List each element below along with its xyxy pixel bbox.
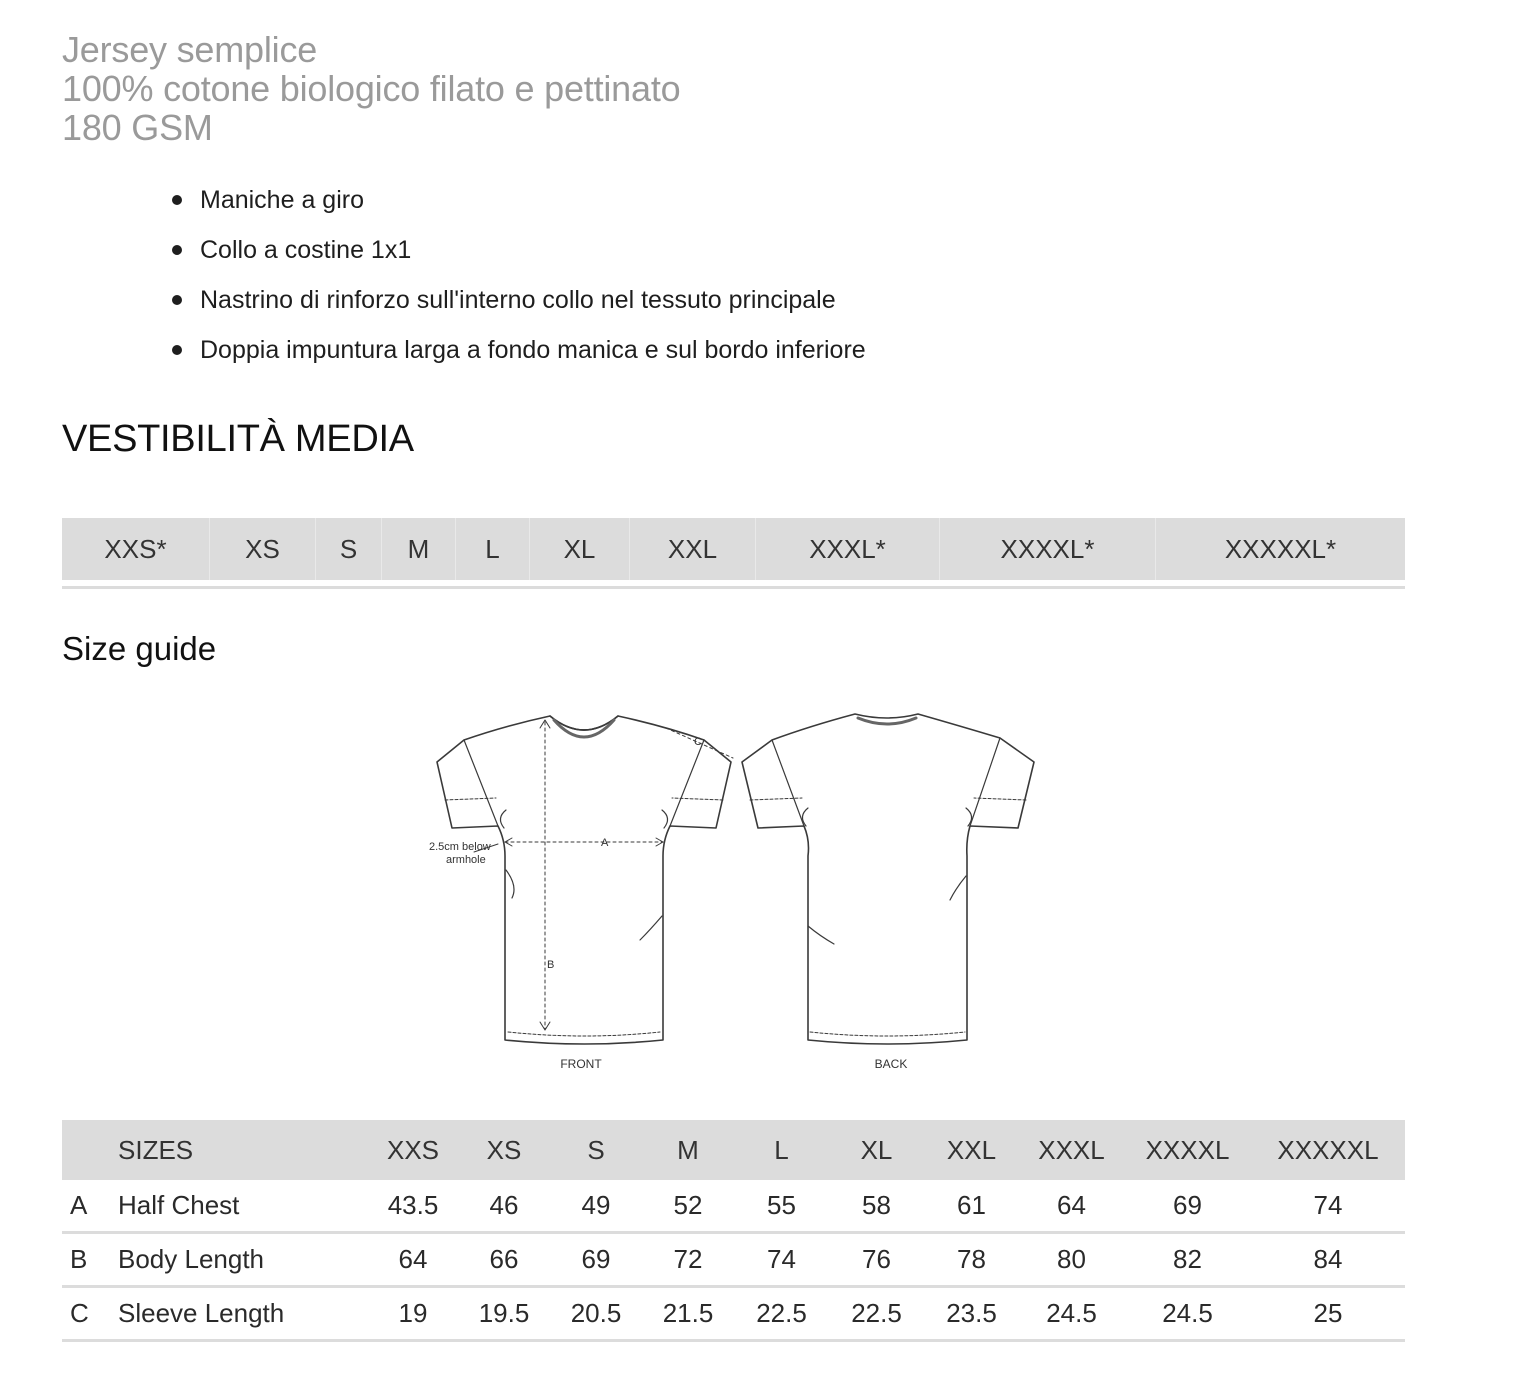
available-sizes-strip — [62, 518, 1405, 580]
table-cell: 69 — [550, 1233, 642, 1287]
size-guide-title: Size guide — [62, 630, 217, 667]
table-cell: 23.5 — [924, 1287, 1019, 1341]
back-tshirt-drawing — [742, 714, 1034, 1044]
marker-c: C — [694, 736, 702, 748]
feature-list — [166, 178, 866, 378]
table-header-row — [62, 1120, 1405, 1180]
table-cell: 64 — [1019, 1180, 1124, 1233]
table-row — [62, 1180, 1405, 1233]
fabric-type: Jersey semplice — [62, 29, 318, 70]
table-cell: 78 — [924, 1233, 1019, 1287]
table-cell: 22.5 — [734, 1287, 829, 1341]
size-cell: XXL — [630, 518, 756, 580]
table-cell: 74 — [1251, 1180, 1405, 1233]
marker-a: A — [601, 837, 609, 849]
table-cell: 74 — [734, 1233, 829, 1287]
table-cell: 84 — [1251, 1233, 1405, 1287]
table-cell: 52 — [642, 1180, 734, 1233]
header-sizes-label: SIZES — [118, 1120, 368, 1180]
header-size: S — [550, 1120, 642, 1180]
size-cell: XS — [210, 518, 316, 580]
row-label: Body Length — [118, 1233, 368, 1287]
back-label: BACK — [874, 1057, 908, 1071]
header-size: M — [642, 1120, 734, 1180]
table-cell: 21.5 — [642, 1287, 734, 1341]
feature-text: Nastrino di rinforzo sull'interno collo nel tessuto principale — [200, 286, 836, 314]
table-cell: 69 — [1124, 1180, 1251, 1233]
table-cell: 43.5 — [368, 1180, 458, 1233]
bullet-icon — [172, 295, 182, 305]
feature-item — [166, 278, 866, 328]
table-cell: 55 — [734, 1180, 829, 1233]
table-cell: 24.5 — [1124, 1287, 1251, 1341]
armhole-note-line1: 2.5cm below — [429, 841, 491, 853]
armhole-note-line2: armhole — [446, 854, 486, 866]
header-size: XL — [829, 1120, 924, 1180]
size-cell: XXS* — [62, 518, 210, 580]
bullet-icon — [172, 245, 182, 255]
table-cell: 46 — [458, 1180, 550, 1233]
table-cell: 49 — [550, 1180, 642, 1233]
table-row — [62, 1287, 1405, 1341]
table-cell: 19.5 — [458, 1287, 550, 1341]
row-label: Sleeve Length — [118, 1287, 368, 1341]
table-cell: 76 — [829, 1233, 924, 1287]
table-cell: 19 — [368, 1287, 458, 1341]
table-cell: 20.5 — [550, 1287, 642, 1341]
table-cell: 22.5 — [829, 1287, 924, 1341]
marker-b: B — [547, 959, 555, 971]
header-size: XXXXL — [1124, 1120, 1251, 1180]
bullet-icon — [172, 195, 182, 205]
fabric-weight: 180 GSM — [62, 107, 213, 148]
fabric-description — [62, 30, 680, 147]
header-code — [62, 1120, 118, 1180]
fabric-composition: 100% cotone biologico filato e pettinato — [62, 68, 681, 109]
feature-item — [166, 228, 866, 278]
front-label: FRONT — [560, 1057, 602, 1071]
size-cell: XXXL* — [756, 518, 940, 580]
table-row — [62, 1233, 1405, 1287]
table-cell: 64 — [368, 1233, 458, 1287]
tshirt-measurement-diagram — [400, 700, 1100, 1080]
row-code: B — [62, 1233, 118, 1287]
header-size: XXS — [368, 1120, 458, 1180]
size-cell: XXXXXL* — [1224, 534, 1337, 564]
fit-title: VESTIBILITÀ MEDIA — [62, 418, 414, 460]
header-size: XXL — [924, 1120, 1019, 1180]
feature-text: Maniche a giro — [200, 186, 364, 214]
feature-text: Collo a costine 1x1 — [200, 236, 412, 264]
table-cell: 58 — [829, 1180, 924, 1233]
size-cell: XXXXL* — [940, 518, 1156, 580]
header-size: XXXL — [1019, 1120, 1124, 1180]
size-cell: S — [316, 518, 382, 580]
table-cell: 66 — [458, 1233, 550, 1287]
size-cell: L — [456, 518, 530, 580]
table-cell: 80 — [1019, 1233, 1124, 1287]
front-tshirt-drawing — [437, 716, 733, 1044]
feature-item — [166, 328, 866, 378]
row-code: C — [62, 1287, 118, 1341]
table-cell: 72 — [642, 1233, 734, 1287]
header-size: XXXXXL — [1251, 1120, 1405, 1180]
row-label: Half Chest — [118, 1180, 368, 1233]
header-size: XS — [458, 1120, 550, 1180]
divider — [62, 586, 1405, 589]
row-code: A — [62, 1180, 118, 1233]
table-cell: 82 — [1124, 1233, 1251, 1287]
table-cell: 24.5 — [1019, 1287, 1124, 1341]
measurements-table — [62, 1120, 1405, 1342]
table-cell: 25 — [1251, 1287, 1405, 1341]
size-cell: M — [382, 518, 456, 580]
bullet-icon — [172, 345, 182, 355]
header-size: L — [734, 1120, 829, 1180]
table-cell: 61 — [924, 1180, 1019, 1233]
feature-text: Doppia impuntura larga a fondo manica e sul bordo inferiore — [200, 336, 866, 364]
feature-item — [166, 178, 866, 228]
size-cell: XL — [530, 518, 630, 580]
